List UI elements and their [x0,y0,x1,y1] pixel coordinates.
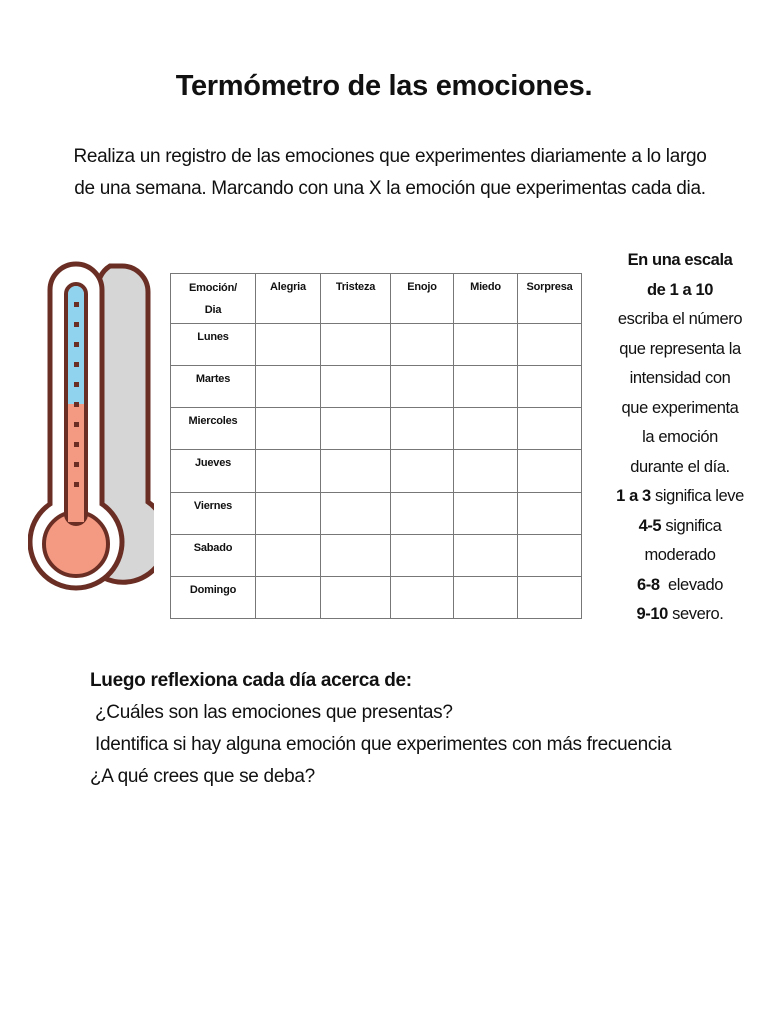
reflection-section [90,665,730,793]
table-cell[interactable] [454,450,518,492]
table-cell[interactable] [518,576,582,618]
intro-line-2: de una semana. Marcando con una X la emoción que experimentas cada dia. [74,178,706,199]
table-cell[interactable] [454,324,518,366]
table-cell[interactable] [256,492,321,534]
table-cell[interactable] [391,534,454,576]
table-cell[interactable] [321,534,391,576]
scale-level-severo: 9-10 severo. [636,605,724,623]
table-cell[interactable] [321,366,391,408]
intro-text [70,141,710,205]
scale-level-elevado: 6-8 elevado [636,575,724,594]
table-row [171,366,582,408]
header-alegria: Alegria [256,274,321,324]
day-label: Martes [171,366,256,408]
emotion-table [170,273,582,619]
header-miedo: Miedo [454,274,518,324]
table-cell[interactable] [321,576,391,618]
table-cell[interactable] [256,408,321,450]
table-cell[interactable] [256,576,321,618]
table-cell[interactable] [518,450,582,492]
table-cell[interactable] [256,324,321,366]
table-cell[interactable] [321,450,391,492]
header-sorpresa: Sorpresa [518,274,582,324]
table-cell[interactable] [454,492,518,534]
scale-line: moderado [644,546,716,564]
table-row [171,408,582,450]
thermometer-icon [28,258,154,618]
table-cell[interactable] [518,366,582,408]
table-cell[interactable] [391,492,454,534]
table-cell[interactable] [321,324,391,366]
scale-line: escriba el número [617,310,743,328]
table-cell[interactable] [321,492,391,534]
scale-level-leve: 1 a 3 significa leve [616,487,744,505]
table-row [171,534,582,576]
table-cell[interactable] [256,366,321,408]
table-cell[interactable] [518,324,582,366]
scale-instructions [598,246,762,630]
table-header-row [171,274,582,324]
table-row [171,576,582,618]
reflection-question: ¿A qué crees que se deba? [90,766,315,787]
table-cell[interactable] [321,408,391,450]
reflection-heading: Luego reflexiona cada día acerca de: [90,670,412,691]
reflection-question: Identifica si hay alguna emoción que experimentes con más frecuencia [90,734,672,755]
scale-line: intensidad con [629,369,731,387]
table-row [171,492,582,534]
table-cell[interactable] [454,534,518,576]
scale-line: que experimenta [621,398,739,417]
table-row [171,324,582,366]
scale-line: que representa la [619,339,741,358]
table-cell[interactable] [391,450,454,492]
header-enojo: Enojo [391,274,454,324]
scale-line: En una escala [627,251,733,269]
scale-line: de 1 a 10 [646,280,714,299]
table-cell[interactable] [454,366,518,408]
header-emotion-day: Emoción/ Dia [171,274,256,324]
day-label: Viernes [171,492,256,534]
table-cell[interactable] [256,534,321,576]
day-label: Domingo [171,576,256,618]
table-cell[interactable] [391,408,454,450]
table-cell[interactable] [391,366,454,408]
table-cell[interactable] [518,408,582,450]
page-title: Termómetro de las emociones. [175,70,593,102]
table-cell[interactable] [391,576,454,618]
table-cell[interactable] [454,576,518,618]
day-label: Jueves [171,450,256,492]
reflection-question: ¿Cuáles son las emociones que presentas? [90,702,453,723]
header-tristeza: Tristeza [321,274,391,324]
table-cell[interactable] [256,450,321,492]
day-label: Lunes [171,324,256,366]
table-cell[interactable] [391,324,454,366]
intro-line-1: Realiza un registro de las emociones que experimentes diariamente a lo largo [73,146,707,167]
day-label: Sabado [171,534,256,576]
table-cell[interactable] [454,408,518,450]
scale-line: la emoción [642,428,718,446]
day-label: Miercoles [171,408,256,450]
scale-line: durante el día. [630,457,730,476]
table-cell[interactable] [518,534,582,576]
table-cell[interactable] [518,492,582,534]
scale-level-moderado: 4-5 significa [638,516,722,535]
table-row [171,450,582,492]
